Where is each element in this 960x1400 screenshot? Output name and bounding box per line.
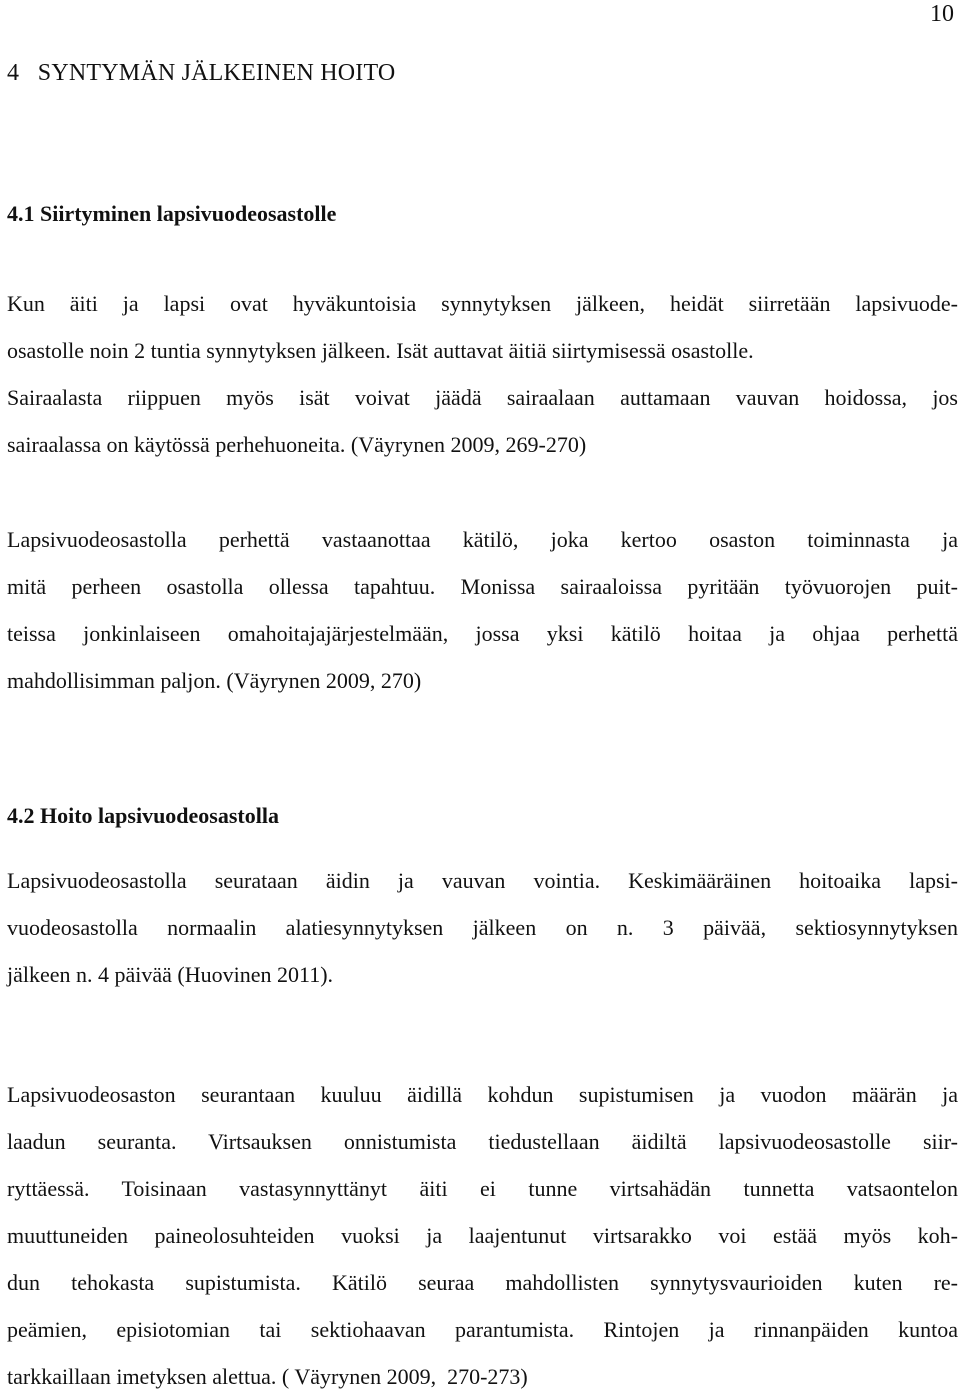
section-title-4-2: 4.2 Hoito lapsivuodeosastolla	[7, 803, 279, 828]
paragraph-line: mitä perheen osastolla ollessa tapahtuu. Monissa sairaaloissa pyritään työvuorojen puit-	[7, 574, 958, 599]
section-title-4-1: 4.1 Siirtyminen lapsivuodeosastolle	[7, 201, 337, 226]
paragraph-line: muuttuneiden paineolosuhteiden vuoksi ja laajentunut virtsarakko voi estää myös koh-	[7, 1223, 958, 1248]
paragraph-line: peämien, episiotomian tai sektiohaavan parantumista. Rintojen ja rinnanpäiden kuntoa	[7, 1317, 958, 1342]
paragraph-line: sairaalassa on käytössä perhehuoneita. (Väyrynen 2009, 269-270)	[7, 432, 587, 457]
paragraph-line: tarkkaillaan imetyksen alettua. ( Väyrynen 2009, 270-273)	[7, 1364, 528, 1389]
paragraph-line: jälkeen n. 4 päivää (Huovinen 2011).	[7, 962, 334, 987]
paragraph-line: Lapsivuodeosastolla perhettä vastaanottaa kätilö, joka kertoo osaston toiminnasta ja	[7, 527, 958, 552]
paragraph-line: osastolle noin 2 tuntia synnytyksen jälkeen. Isät auttavat äitiä siirtymisessä osastolle.	[7, 338, 754, 363]
paragraph-line: mahdollisimman paljon. (Väyrynen 2009, 270)	[7, 668, 422, 693]
paragraph-line: Lapsivuodeosaston seurantaan kuuluu äidillä kohdun supistumisen ja vuodon määrän ja	[7, 1082, 958, 1107]
paragraph-line: laadun seuranta. Virtsauksen onnistumista tiedustellaan äidiltä lapsivuodeosastolle siir-	[7, 1129, 958, 1154]
paragraph	[7, 516, 958, 704]
paragraph-line: Sairaalasta riippuen myös isät voivat jäädä sairaalaan auttamaan vauvan hoidossa, jos	[7, 385, 958, 410]
paragraph	[7, 1071, 958, 1400]
paragraph	[7, 280, 958, 468]
paragraph	[7, 857, 958, 998]
paragraph-line: Kun äiti ja lapsi ovat hyväkuntoisia synnytyksen jälkeen, heidät siirretään lapsivuode-	[7, 291, 958, 316]
chapter-title: 4 SYNTYMÄN JÄLKEINEN HOITO	[7, 60, 396, 86]
page-number: 10	[930, 1, 954, 27]
paragraph-line: vuodeosastolla normaalin alatiesynnytyksen jälkeen on n. 3 päivää, sektiosynnytyksen	[7, 915, 958, 940]
paragraph-line: Lapsivuodeosastolla seurataan äidin ja vauvan vointia. Keskimääräinen hoitoaika lapsi-	[7, 868, 958, 893]
paragraph-line: teissa jonkinlaiseen omahoitajajärjestelmään, jossa yksi kätilö hoitaa ja ohjaa perhettä	[7, 621, 958, 646]
paragraph-line: dun tehokasta supistumista. Kätilö seuraa mahdollisten synnytysvaurioiden kuten re-	[7, 1270, 958, 1295]
paragraph-line: ryttäessä. Toisinaan vastasynnyttänyt äiti ei tunne virtsahädän tunnetta vatsaontelon	[7, 1176, 958, 1201]
